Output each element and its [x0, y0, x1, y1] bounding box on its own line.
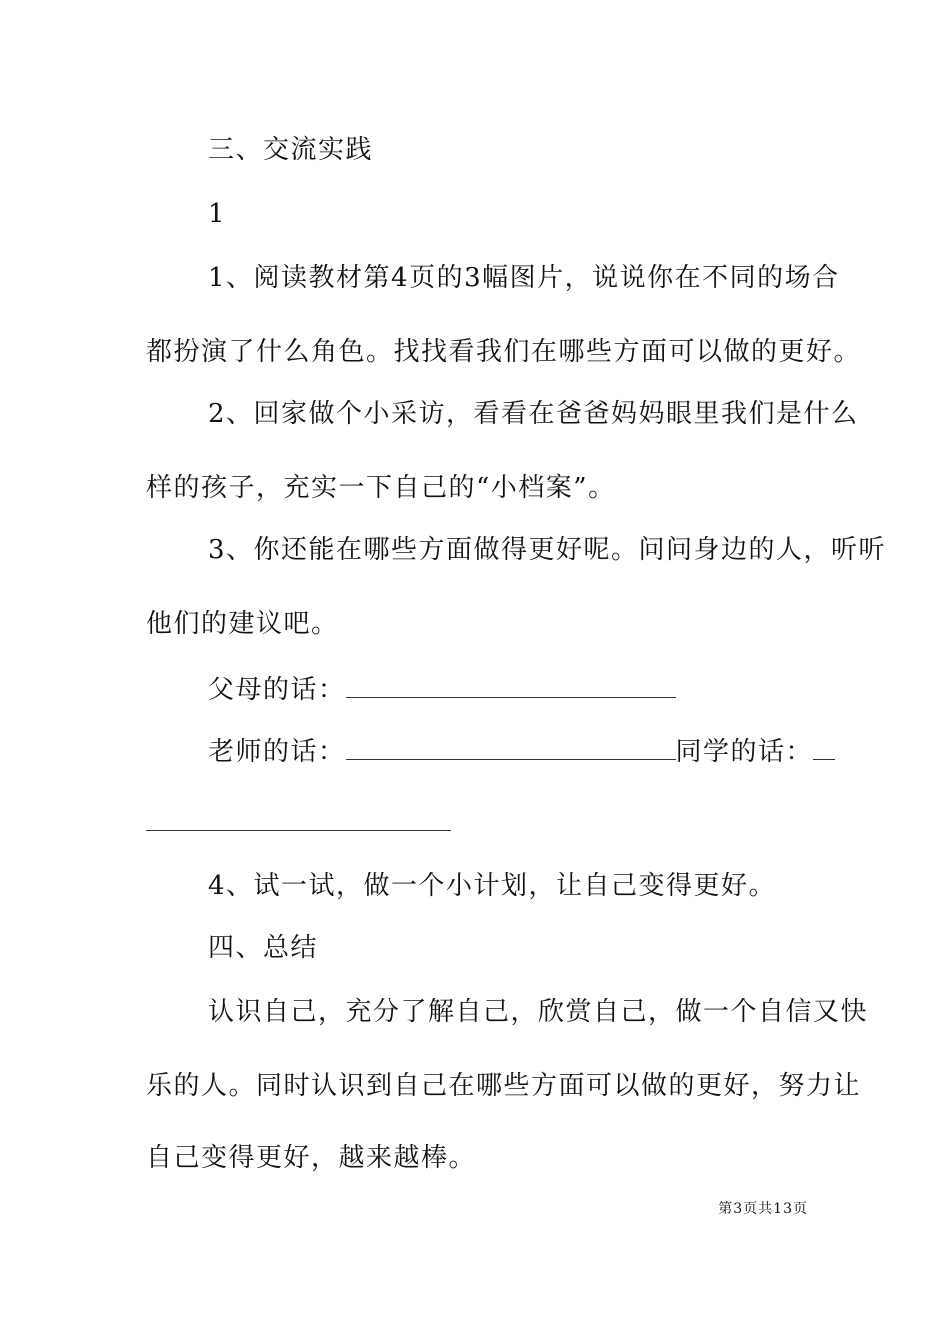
teacher-classmate-row: [208, 736, 835, 768]
item2-line2: 样的孩子，充实一下自己的“小档案”。: [146, 473, 616, 503]
summary-line1: 认识自己，充分了解自己，欣赏自己，做一个自信又快: [208, 997, 869, 1027]
page-footer: 第3页共13页: [718, 1201, 808, 1217]
summary-line2: 乐的人。同时认识到自己在哪些方面可以做的更好，努力让: [146, 1071, 862, 1101]
item1-line2: 都扮演了什么角色。找找看我们在哪些方面可以做的更好。: [146, 337, 862, 367]
parents-words-row: [208, 674, 676, 706]
item3-line2: 他们的建议吧。: [146, 609, 339, 639]
classmate-words-blank-start[interactable]: [813, 737, 835, 760]
section3-heading: 三、交流实践: [208, 135, 374, 165]
parents-words-blank[interactable]: [346, 675, 676, 698]
classmate-words-label: 同学的话：: [675, 737, 814, 767]
classmate-words-blank-continued[interactable]: [146, 830, 451, 831]
teacher-words-label: 老师的话：: [208, 737, 346, 767]
section4-heading: 四、总结: [208, 933, 319, 963]
item1-line1: 1、阅读教材第4页的3幅图片，说说你在不同的场合: [208, 263, 840, 293]
parents-words-label: 父母的话：: [208, 675, 346, 705]
item4: 4、试一试，做一个小计划，让自己变得更好。: [208, 871, 777, 901]
page-number-mark: 1: [208, 199, 227, 229]
item2-line1: 2、回家做个小采访，看看在爸爸妈妈眼里我们是什么: [208, 399, 859, 429]
item3-line1: 3、你还能在哪些方面做得更好呢。问问身边的人，听听: [208, 535, 887, 565]
summary-line3: 自己变得更好，越来越棒。: [146, 1143, 477, 1173]
teacher-words-blank[interactable]: [346, 737, 676, 760]
